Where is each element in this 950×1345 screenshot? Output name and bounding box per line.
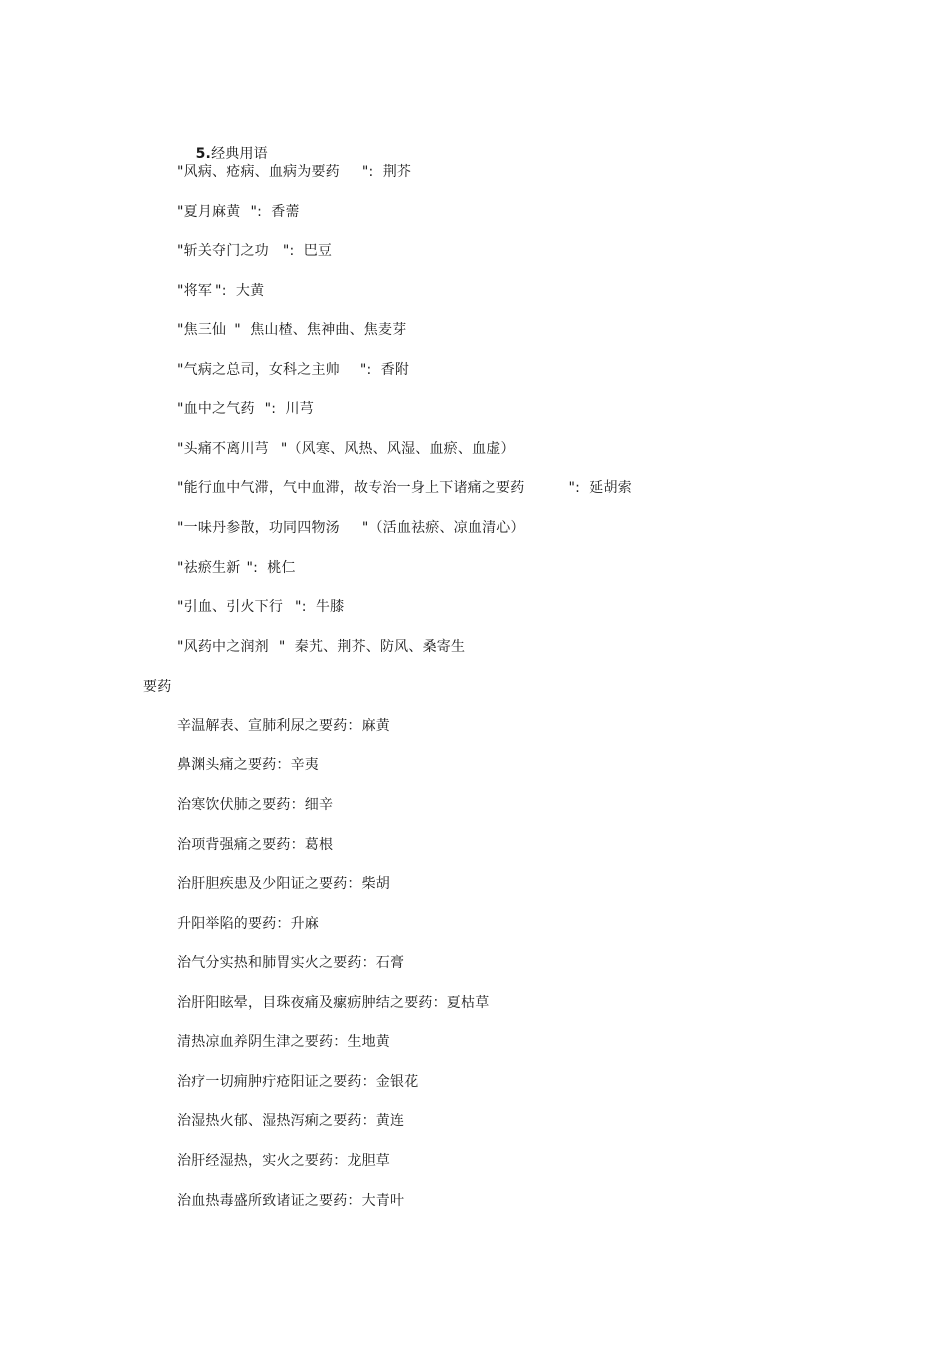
term-answer: : 桃仁 <box>253 560 296 576</box>
classic-term-line <box>177 636 465 658</box>
term-quote-close: " <box>215 283 222 299</box>
term-quote-close: " <box>264 401 272 417</box>
term-quote: "血中之气药 <box>177 401 255 417</box>
term-quote-close: " <box>568 480 576 496</box>
term-quote: "风药中之润剂 <box>177 639 269 655</box>
key-herb-line: 治肝阳眩晕，目珠夜痛及瘰疬肿结之要药：夏枯草 <box>177 995 490 1011</box>
term-answer: : 香附 <box>366 362 410 378</box>
term-answer: 秦艽、荆芥、防风、桑寄生 <box>285 639 466 655</box>
term-quote-close: " <box>361 520 369 536</box>
term-answer: 焦山楂、焦神曲、焦麦芽 <box>240 322 407 338</box>
term-answer: : 牛膝 <box>301 599 345 615</box>
classic-term-line <box>177 517 525 539</box>
term-quote: "能行血中气滞，气中血滞，故专治一身上下诸痛之要药 <box>177 480 525 496</box>
key-herb-line: 治气分实热和肺胃实火之要药：石膏 <box>177 955 405 971</box>
key-herb-line: 治项背强痛之要药：葛根 <box>177 837 334 853</box>
term-quote-close: " <box>280 441 288 457</box>
key-herb-line: 治肝胆疾患及少阳证之要药：柴胡 <box>177 876 390 892</box>
term-quote: "头痛不离川芎 <box>177 441 269 457</box>
classic-term-line <box>177 161 411 183</box>
term-quote: "祛瘀生新 <box>177 560 241 576</box>
classic-term-line <box>177 596 344 618</box>
key-herb-line: 治血热毒盛所致诸证之要药：大青叶 <box>177 1193 405 1209</box>
classic-term-line <box>177 557 296 579</box>
term-answer: : 巴豆 <box>289 243 333 259</box>
term-answer: : 香薷 <box>257 204 300 220</box>
term-quote: "夏月麻黄 <box>177 204 241 220</box>
key-herbs-heading: 要药 <box>143 679 172 695</box>
term-quote-close: " <box>295 599 302 615</box>
section-heading <box>177 121 268 162</box>
term-answer: : 延胡索 <box>575 480 632 496</box>
classic-term-line <box>177 477 632 499</box>
term-quote: "焦三仙 <box>177 322 227 338</box>
section-number: 5. <box>195 146 212 162</box>
term-quote: "风病、疮病、血病为要药 <box>177 164 340 180</box>
classic-term-line <box>177 438 515 460</box>
key-herb-line: 鼻渊头痛之要药：辛夷 <box>177 757 319 773</box>
term-quote: "一味丹参散，功同四物汤 <box>177 520 340 536</box>
term-quote: "气病之总司，女科之主帅 <box>177 362 340 378</box>
term-quote-close: " <box>234 322 241 338</box>
term-quote-close: " <box>361 164 369 180</box>
classic-term-line <box>177 280 264 302</box>
term-answer: : 川芎 <box>271 401 314 417</box>
term-quote: "将军 <box>177 283 213 299</box>
key-herb-line: 清热凉血养阴生津之要药：生地黄 <box>177 1034 390 1050</box>
term-quote-close: " <box>278 639 286 655</box>
key-herb-line: 治寒饮伏肺之要药：细辛 <box>177 797 334 813</box>
classic-term-line <box>177 201 300 223</box>
key-herb-line: 治肝经湿热，实火之要药：龙胆草 <box>177 1153 390 1169</box>
classic-term-line <box>177 319 406 341</box>
term-quote-close: " <box>250 204 258 220</box>
key-herb-line: 辛温解表、宣肺利尿之要药：麻黄 <box>177 718 390 734</box>
term-quote-close: " <box>246 560 254 576</box>
classic-term-line <box>177 240 332 262</box>
term-quote: "斩关夺门之功 <box>177 243 269 259</box>
classic-term-line <box>177 398 314 420</box>
classic-term-line <box>177 359 409 381</box>
term-answer: （活血祛瘀、凉血清心） <box>368 520 525 536</box>
term-quote: "引血、引火下行 <box>177 599 284 615</box>
term-answer: : 大黄 <box>221 283 265 299</box>
term-answer: : 荆芥 <box>368 164 412 180</box>
term-answer: （风寒、风热、风湿、血瘀、血虚） <box>287 441 515 457</box>
key-herb-line: 升阳举陷的要药：升麻 <box>177 916 319 932</box>
term-quote-close: " <box>282 243 290 259</box>
key-herb-line: 治湿热火郁、湿热泻痢之要药：黄连 <box>177 1113 405 1129</box>
term-quote-close: " <box>359 362 367 378</box>
section-title: 经典用语 <box>211 146 268 162</box>
key-herb-line: 治疗一切痈肿疔疮阳证之要药：金银花 <box>177 1074 419 1090</box>
